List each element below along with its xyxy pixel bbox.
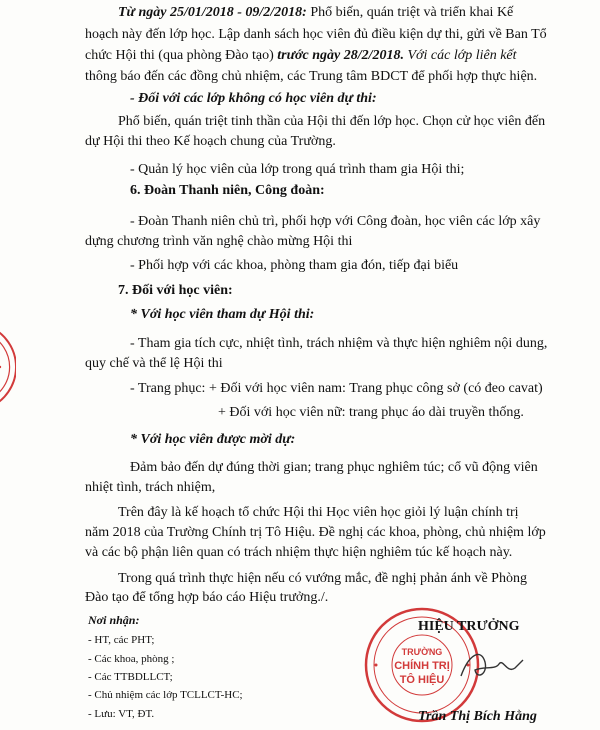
line-12: - Phối hợp với các khoa, phòng tham gia đón, tiếp đại biểu xyxy=(130,258,459,273)
recipient-item: - Các TTBDLLCT; xyxy=(88,671,173,683)
heading-section-6: 6. Đoàn Thanh niên, Công đoàn: xyxy=(130,183,325,198)
line-6: Phổ biến, quán triệt tinh thần của Hội thi đến lớp học. Chọn cử học viên đến xyxy=(118,114,546,129)
line-21: nhiệt tình, trách nhiệm, xyxy=(85,480,216,495)
line-2: hoạch này đến lớp học. Lập danh sách học viên đủ điều kiện dự thi, gửi về Ban Tổ xyxy=(85,27,547,42)
line-7: dự Hội thi theo Kế hoạch chung của Trường. xyxy=(85,134,336,149)
recipient-item: - Lưu: VT, ĐT. xyxy=(88,708,155,720)
line-8: - Quản lý học viên của lớp trong quá trình tham gia Hội thi; xyxy=(130,162,465,177)
partial-stamp-left xyxy=(0,322,16,412)
seal-text-2: CHÍNH TRỊ xyxy=(394,660,450,672)
line-4: thông báo đến các đồng chủ nhiệm, các Trung tâm BDCT để phối hợp thực hiện. xyxy=(85,69,538,84)
recipients-title: Nơi nhận: xyxy=(88,613,140,627)
line-11: dựng chương trình văn nghệ chào mừng Hội thi xyxy=(85,234,353,249)
handwritten-signature xyxy=(455,640,525,690)
line-3: chức Hội thi (qua phòng Đào tạo) trước ngày 28/2/2018. Với các lớp liên kết xyxy=(85,48,517,63)
line-22: Trên đây là kế hoạch tổ chức Hội thi Học viên học giỏi lý luận chính trị xyxy=(118,505,519,520)
heading-invited: * Với học viên được mời dự: xyxy=(130,432,296,447)
line-17: - Trang phục: + Đối với học viên nam: Trang phục công sở (có đeo cavat) xyxy=(130,381,543,396)
recipient-item: - Chủ nhiệm các lớp TCLLCT-HC; xyxy=(88,689,243,701)
line-1: Từ ngày 25/01/2018 - 09/2/2018: Phổ biến, quán triệt và triển khai Kế xyxy=(118,5,514,20)
line-20: Đảm bảo đến dự đúng thời gian; trang phục nghiêm túc; cổ vũ động viên xyxy=(130,460,538,475)
seal-text-3: TÔ HIỆU xyxy=(399,674,445,686)
line-26: Đào tạo để tổng hợp báo cáo Hiệu trưởng./. xyxy=(85,590,329,605)
line-25: Trong quá trình thực hiện nếu có vướng mắc, đề nghị phản ánh về Phòng xyxy=(118,571,527,586)
heading-section-7: 7. Đối với học viên: xyxy=(118,283,233,298)
recipient-item: - Các khoa, phòng ; xyxy=(88,653,175,665)
line-18: + Đối với học viên nữ: trang phục áo dài truyền thống. xyxy=(218,405,524,420)
line-23: năm 2018 của Trường Chính trị Tô Hiệu. Đề nghị các khoa, phòng, chủ nhiệm lớp xyxy=(85,525,546,540)
signature-title: HIỆU TRƯỞNG xyxy=(418,619,520,634)
line-10: - Đoàn Thanh niên chủ trì, phối hợp với Công đoàn, học viên các lớp xây xyxy=(130,214,541,229)
line-15: - Tham gia tích cực, nhiệt tình, trách nhiệm và thực hiện nghiêm nội dung, xyxy=(130,336,548,351)
line-16: quy chế và thể lệ Hội thi xyxy=(85,356,223,371)
seal-text-1: TRƯỜNG xyxy=(401,647,443,657)
deadline: trước ngày 28/2/2018. xyxy=(277,48,404,63)
date-range: Từ ngày 25/01/2018 - 09/2/2018: xyxy=(118,5,307,20)
heading-no-students: - Đối với các lớp không có học viên dự thi: xyxy=(130,91,377,106)
signer-name: Trần Thị Bích Hằng xyxy=(418,709,537,724)
heading-attending: * Với học viên tham dự Hội thi: xyxy=(130,307,315,322)
line-24: và các bộ phận liên quan có trách nhiệm thực hiện nghiêm túc kế hoạch này. xyxy=(85,545,513,560)
recipient-item: - HT, các PHT; xyxy=(88,634,155,646)
